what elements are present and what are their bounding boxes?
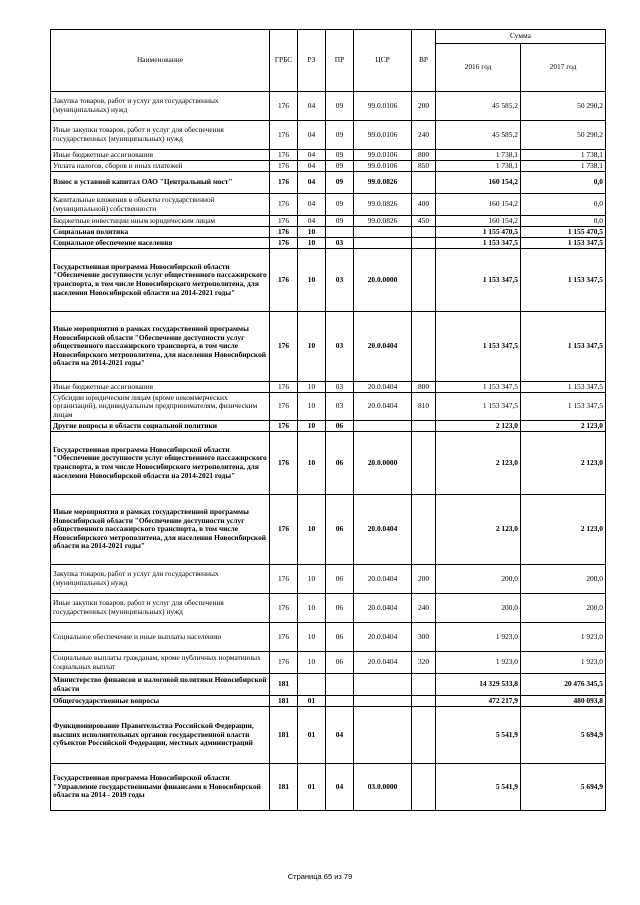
cell-v2016: 160 154,2 (436, 172, 521, 194)
cell-pr: 04 (326, 707, 354, 764)
budget-table (50, 29, 606, 811)
cell-rz: 10 (298, 594, 326, 623)
cell-vr (412, 172, 436, 194)
cell-grbs: 176 (270, 623, 298, 652)
cell-pr: 09 (326, 194, 354, 216)
cell-csr: 99.0.0826 (354, 194, 412, 216)
cell-csr: 20.0.0000 (354, 249, 412, 312)
cell-v2017: 0,0 (521, 216, 606, 227)
cell-rz: 10 (298, 652, 326, 674)
cell-rz: 10 (298, 495, 326, 565)
cell-name: Функционирование Правительства Российской Федерации, высших исполнительных органов государственной власти субъектов Российской Федерации, местных администраций (51, 707, 270, 764)
table-row (51, 696, 606, 707)
cell-name: Социальные выплаты гражданам, кроме публичных нормативных социальных выплат (51, 652, 270, 674)
cell-rz: 10 (298, 312, 326, 382)
cell-vr (412, 764, 436, 811)
table-row (51, 238, 606, 249)
cell-name: Иные бюджетные ассигнования (51, 150, 270, 161)
cell-vr: 400 (412, 194, 436, 216)
cell-pr: 06 (326, 421, 354, 432)
cell-v2017: 20 476 345,5 (521, 674, 606, 696)
cell-vr: 200 (412, 565, 436, 594)
cell-pr: 06 (326, 623, 354, 652)
cell-pr: 09 (326, 161, 354, 172)
cell-pr (326, 696, 354, 707)
cell-csr: 20.0.0404 (354, 312, 412, 382)
cell-grbs: 176 (270, 495, 298, 565)
cell-v2016: 1 153 347,5 (436, 238, 521, 249)
table-row (51, 382, 606, 393)
budget-sheet (50, 29, 605, 811)
cell-name: Социальное обеспечение и иные выплаты населению (51, 623, 270, 652)
cell-grbs: 176 (270, 382, 298, 393)
cell-v2017: 1 153 347,5 (521, 238, 606, 249)
cell-name: Государственная программа Новосибирской области "Управление государственными финансами в Новосибирской области на 2014 - 2019 годы (51, 764, 270, 811)
cell-v2016: 2 123,0 (436, 495, 521, 565)
cell-rz: 10 (298, 238, 326, 249)
cell-name: Государственная программа Новосибирской области "Обеспечение доступности услуг общественного пассажирского транспорта, в том числе Новосибирского метрополитена, для населения Новосибирской области на 2014-2021 годы" (51, 432, 270, 495)
cell-csr: 20.0.0404 (354, 495, 412, 565)
cell-v2017: 1 155 470,5 (521, 227, 606, 238)
cell-v2017: 1 738,1 (521, 161, 606, 172)
cell-v2016: 1 155 470,5 (436, 227, 521, 238)
cell-vr: 800 (412, 382, 436, 393)
cell-csr: 20.0.0404 (354, 565, 412, 594)
cell-rz: 10 (298, 421, 326, 432)
cell-csr (354, 421, 412, 432)
table-row (51, 707, 606, 764)
header-grbs: ГРБС (270, 30, 298, 92)
cell-pr (326, 227, 354, 238)
table-row (51, 421, 606, 432)
table-row (51, 432, 606, 495)
cell-grbs: 176 (270, 432, 298, 495)
cell-v2016: 1 153 347,5 (436, 393, 521, 421)
cell-name: Социальное обеспечение населения (51, 238, 270, 249)
cell-csr: 20.0.0404 (354, 393, 412, 421)
cell-grbs: 176 (270, 565, 298, 594)
cell-vr (412, 312, 436, 382)
cell-vr: 800 (412, 150, 436, 161)
cell-csr (354, 238, 412, 249)
cell-vr: 320 (412, 652, 436, 674)
cell-grbs: 176 (270, 393, 298, 421)
cell-v2016: 1 738,1 (436, 161, 521, 172)
cell-rz (298, 674, 326, 696)
cell-vr: 810 (412, 393, 436, 421)
cell-v2016: 160 154,2 (436, 216, 521, 227)
cell-v2016: 472 217,9 (436, 696, 521, 707)
table-row (51, 393, 606, 421)
cell-v2016: 14 329 533,8 (436, 674, 521, 696)
cell-v2017: 2 123,0 (521, 432, 606, 495)
cell-rz: 04 (298, 150, 326, 161)
cell-v2016: 2 123,0 (436, 432, 521, 495)
cell-csr (354, 696, 412, 707)
cell-rz: 01 (298, 764, 326, 811)
cell-v2016: 200,0 (436, 565, 521, 594)
cell-v2017: 5 694,9 (521, 764, 606, 811)
table-row (51, 172, 606, 194)
cell-name: Общегосударственные вопросы (51, 696, 270, 707)
cell-v2016: 45 585,2 (436, 121, 521, 150)
cell-v2016: 1 923,0 (436, 652, 521, 674)
cell-pr: 03 (326, 238, 354, 249)
cell-csr: 99.0.0106 (354, 161, 412, 172)
cell-rz: 10 (298, 393, 326, 421)
cell-pr: 03 (326, 249, 354, 312)
cell-pr: 03 (326, 393, 354, 421)
cell-vr (412, 674, 436, 696)
cell-pr: 06 (326, 652, 354, 674)
cell-pr: 06 (326, 495, 354, 565)
header-sum: Сумма (436, 30, 606, 44)
cell-grbs: 176 (270, 216, 298, 227)
cell-csr: 99.0.0106 (354, 150, 412, 161)
cell-v2017: 0,0 (521, 194, 606, 216)
cell-name: Иные бюджетные ассигнования (51, 382, 270, 393)
cell-vr: 300 (412, 623, 436, 652)
cell-rz: 10 (298, 432, 326, 495)
table-row (51, 565, 606, 594)
cell-v2016: 1 923,0 (436, 623, 521, 652)
cell-v2017: 1 738,1 (521, 150, 606, 161)
cell-grbs: 176 (270, 312, 298, 382)
cell-vr (412, 696, 436, 707)
cell-pr: 09 (326, 92, 354, 121)
cell-grbs: 176 (270, 121, 298, 150)
cell-pr (326, 674, 354, 696)
cell-grbs: 181 (270, 764, 298, 811)
cell-csr: 20.0.0404 (354, 382, 412, 393)
cell-csr (354, 227, 412, 238)
table-row (51, 495, 606, 565)
cell-csr (354, 707, 412, 764)
cell-grbs: 176 (270, 161, 298, 172)
cell-rz: 01 (298, 707, 326, 764)
cell-rz: 01 (298, 696, 326, 707)
cell-pr: 03 (326, 312, 354, 382)
cell-name: Уплата налогов, сборов и иных платежей (51, 161, 270, 172)
cell-vr (412, 432, 436, 495)
header-vr: ВР (412, 30, 436, 92)
table-row (51, 194, 606, 216)
cell-csr: 99.0.0826 (354, 216, 412, 227)
cell-csr: 20.0.0000 (354, 432, 412, 495)
cell-rz: 04 (298, 216, 326, 227)
cell-csr: 20.0.0404 (354, 652, 412, 674)
cell-v2017: 5 694,9 (521, 707, 606, 764)
cell-pr: 09 (326, 216, 354, 227)
cell-pr: 06 (326, 432, 354, 495)
cell-grbs: 176 (270, 238, 298, 249)
cell-v2017: 50 290,2 (521, 121, 606, 150)
table-row (51, 216, 606, 227)
cell-grbs: 176 (270, 652, 298, 674)
table-row (51, 227, 606, 238)
cell-v2017: 2 123,0 (521, 495, 606, 565)
cell-csr: 03.0.0000 (354, 764, 412, 811)
cell-vr (412, 421, 436, 432)
cell-v2016: 160 154,2 (436, 194, 521, 216)
cell-rz: 10 (298, 623, 326, 652)
cell-name: Иные мероприятия в рамках государственной программы Новосибирской области "Обеспечение доступности услуг общественного пассажирского транспорта, в том числе Новосибирского метрополитена, для населения Новосибирской области на 2014-2021 годы" (51, 495, 270, 565)
cell-rz: 04 (298, 161, 326, 172)
cell-vr: 200 (412, 92, 436, 121)
table-row (51, 161, 606, 172)
cell-v2016: 1 153 347,5 (436, 312, 521, 382)
cell-v2017: 1 923,0 (521, 623, 606, 652)
table-row (51, 312, 606, 382)
cell-vr (412, 238, 436, 249)
cell-rz: 10 (298, 227, 326, 238)
cell-name: Капитальные вложения в объекты государственной (муниципальной) собственности (51, 194, 270, 216)
table-row (51, 92, 606, 121)
cell-vr (412, 495, 436, 565)
cell-vr: 450 (412, 216, 436, 227)
cell-grbs: 181 (270, 707, 298, 764)
cell-v2016: 2 123,0 (436, 421, 521, 432)
cell-rz: 04 (298, 92, 326, 121)
cell-grbs: 176 (270, 194, 298, 216)
cell-v2016: 5 541,9 (436, 707, 521, 764)
cell-name: Иные мероприятия в рамках государственной программы Новосибирской области "Обеспечение доступности услуг общественного пассажирского транспорта, в том числе Новосибирского метрополитена, для населения Новосибирской области на 2014-2021 годы" (51, 312, 270, 382)
cell-grbs: 176 (270, 172, 298, 194)
header-pr: ПР (326, 30, 354, 92)
cell-grbs: 176 (270, 594, 298, 623)
cell-name: Взнос в уставной капитал ОАО "Центральный мост" (51, 172, 270, 194)
cell-pr: 06 (326, 594, 354, 623)
cell-name: Социальная политика (51, 227, 270, 238)
cell-pr: 09 (326, 150, 354, 161)
header-rz: РЗ (298, 30, 326, 92)
cell-name: Иные закупки товаров, работ и услуг для обеспечения государственных (муниципальных) нужд (51, 121, 270, 150)
cell-csr (354, 674, 412, 696)
cell-pr: 03 (326, 382, 354, 393)
cell-v2017: 0,0 (521, 172, 606, 194)
cell-rz: 10 (298, 382, 326, 393)
header-2016: 2016 год (436, 44, 521, 92)
header-row (51, 30, 606, 44)
cell-csr: 99.0.0106 (354, 121, 412, 150)
cell-v2017: 1 153 347,5 (521, 393, 606, 421)
table-row (51, 249, 606, 312)
cell-vr (412, 249, 436, 312)
cell-name: Закупка товаров, работ и услуг для государственных (муниципальных) нужд (51, 92, 270, 121)
table-row (51, 764, 606, 811)
cell-rz: 04 (298, 172, 326, 194)
cell-v2016: 45 585,2 (436, 92, 521, 121)
cell-csr: 20.0.0404 (354, 594, 412, 623)
header-name: Наименование (51, 30, 270, 92)
cell-grbs: 176 (270, 227, 298, 238)
cell-name: Министерство финансов и налоговой политики Новосибирской области (51, 674, 270, 696)
cell-pr: 09 (326, 172, 354, 194)
table-row (51, 623, 606, 652)
cell-rz: 10 (298, 249, 326, 312)
cell-grbs: 176 (270, 249, 298, 312)
cell-pr: 09 (326, 121, 354, 150)
table-body (51, 30, 606, 811)
cell-grbs: 176 (270, 421, 298, 432)
cell-v2016: 1 153 347,5 (436, 382, 521, 393)
table-row (51, 121, 606, 150)
cell-v2016: 200,0 (436, 594, 521, 623)
cell-v2017: 50 290,2 (521, 92, 606, 121)
header-csr: ЦСР (354, 30, 412, 92)
header-2017: 2017 год (521, 44, 606, 92)
cell-v2017: 200,0 (521, 565, 606, 594)
cell-rz: 04 (298, 194, 326, 216)
cell-v2017: 1 153 347,5 (521, 249, 606, 312)
cell-vr: 240 (412, 594, 436, 623)
table-row (51, 150, 606, 161)
cell-rz: 04 (298, 121, 326, 150)
cell-csr: 99.0.0106 (354, 92, 412, 121)
cell-name: Бюджетные инвестиции иным юридическим лицам (51, 216, 270, 227)
cell-v2017: 1 153 347,5 (521, 382, 606, 393)
cell-rz: 10 (298, 565, 326, 594)
cell-vr: 850 (412, 161, 436, 172)
cell-v2017: 1 923,0 (521, 652, 606, 674)
cell-vr (412, 707, 436, 764)
cell-v2016: 1 153 347,5 (436, 249, 521, 312)
cell-grbs: 176 (270, 150, 298, 161)
cell-v2017: 1 153 347,5 (521, 312, 606, 382)
cell-v2017: 2 123,0 (521, 421, 606, 432)
table-row (51, 674, 606, 696)
cell-vr: 240 (412, 121, 436, 150)
cell-name: Субсидии юридическим лицам (кроме некоммерческих организаций), индивидуальным предпринимателям, физическим лицам (51, 393, 270, 421)
cell-name: Иные закупки товаров, работ и услуг для обеспечения государственных (муниципальных) нужд (51, 594, 270, 623)
cell-pr: 06 (326, 565, 354, 594)
table-row (51, 594, 606, 623)
cell-grbs: 181 (270, 674, 298, 696)
cell-vr (412, 227, 436, 238)
cell-name: Государственная программа Новосибирской области "Обеспечение доступности услуг общественного пассажирского транспорта, в том числе Новосибирского метрополитена, для населения Новосибирской области на 2014-2021 годы" (51, 249, 270, 312)
cell-csr: 20.0.0404 (354, 623, 412, 652)
cell-v2016: 5 541,9 (436, 764, 521, 811)
cell-v2017: 200,0 (521, 594, 606, 623)
table-row (51, 652, 606, 674)
page-number: Страница 65 из 79 (287, 872, 353, 881)
cell-csr: 99.0.0826 (354, 172, 412, 194)
cell-v2017: 480 093,8 (521, 696, 606, 707)
cell-grbs: 176 (270, 92, 298, 121)
cell-grbs: 181 (270, 696, 298, 707)
cell-name: Другие вопросы в области социальной политики (51, 421, 270, 432)
cell-pr: 04 (326, 764, 354, 811)
cell-v2016: 1 738,1 (436, 150, 521, 161)
cell-name: Закупка товаров, работ и услуг для государственных (муниципальных) нужд (51, 565, 270, 594)
